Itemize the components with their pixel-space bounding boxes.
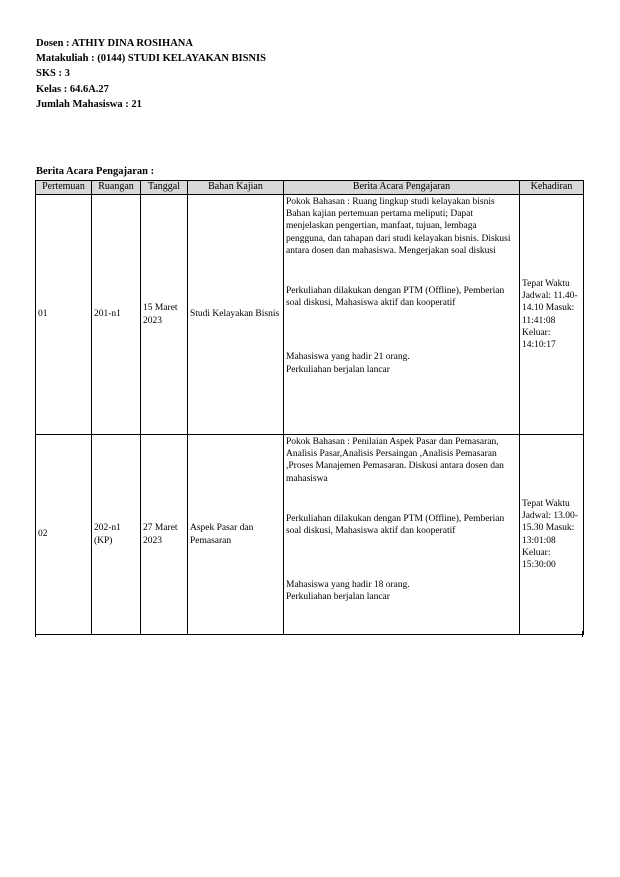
cell-ruangan: 202-n1 (KP): [92, 435, 141, 635]
cell-berita-acara: [284, 435, 520, 635]
bap-kelancaran: Perkuliahan berjalan lancar: [286, 364, 390, 375]
col-header-tanggal: Tanggal: [141, 181, 188, 195]
table-header-row: [36, 181, 584, 195]
bap-bahan-kajian: Bahan kajian pertemuan pertama meliputi; Dapat menjelaskan pengertian, manfaat, tujuan, lembaga pengguna, dan tahapan dari studi kelayakan bisnis. Diskusi antara dosen dan mahasiswa. Mengerjakan soal diskusi: [286, 209, 511, 256]
cell-bahan-kajian: Aspek Pasar dan Pemasaran: [188, 435, 284, 635]
section-title: Berita Acara Pengajaran :: [36, 166, 155, 177]
col-header-kehadiran: Kehadiran: [520, 181, 584, 195]
cell-tanggal: 27 Maret 2023: [141, 435, 188, 635]
cell-tanggal: 15 Maret 2023: [141, 195, 188, 435]
bap-perkuliahan: Perkuliahan dilakukan dengan PTM (Offline), Pemberian soal diskusi, Mahasiswa aktif dan kooperatif: [286, 286, 505, 309]
col-header-ruangan: Ruangan: [92, 181, 141, 195]
course-header: [36, 36, 266, 112]
bap-jumlah-hadir: Mahasiswa yang hadir 21 orang.: [286, 352, 410, 363]
table-row: [36, 435, 584, 635]
class-line: Kelas : 64.6A.27: [36, 83, 109, 95]
col-header-bahan-kajian: Bahan Kajian: [188, 181, 284, 195]
credits-line: SKS : 3: [36, 68, 70, 80]
course-line: Matakuliah : (0144) STUDI KELAYAKAN BISNIS: [36, 53, 266, 65]
col-header-berita-acara: Berita Acara Pengajaran: [284, 181, 520, 195]
teaching-record-table: [35, 180, 584, 635]
cell-kehadiran: Tepat Waktu Jadwal: 11.40-14.10 Masuk: 11:41:08 Keluar: 14:10:17: [520, 195, 584, 435]
table-row: [36, 195, 584, 435]
student-count-line: Jumlah Mahasiswa : 21: [36, 98, 142, 110]
lecturer-line: Dosen : ATHIY DINA ROSIHANA: [36, 38, 193, 49]
col-header-pertemuan: Pertemuan: [36, 181, 92, 195]
cell-kehadiran: Tepat Waktu Jadwal: 13.00-15.30 Masuk: 13:01:08 Keluar: 15:30:00: [520, 435, 584, 635]
bap-pokok-bahasan: Pokok Bahasan : Penilaian Aspek Pasar dan Pemasaran, Analisis Pasar,Analisis Persaingan ,Analisis Pemasaran ,Proses Manajemen Pemasaran. Diskusi antara dosen dan mahasiswa: [286, 437, 504, 484]
cell-pertemuan: 01: [36, 195, 92, 435]
cell-bahan-kajian: Studi Kelayakan Bisnis: [188, 195, 284, 435]
table-continuation-lines: [35, 631, 583, 637]
bap-perkuliahan: Perkuliahan dilakukan dengan PTM (Offline), Pemberian soal diskusi, Mahasiswa aktif dan kooperatif: [286, 513, 505, 537]
bap-pokok-bahasan: Pokok Bahasan : Ruang lingkup studi kelayakan bisnis: [286, 197, 495, 207]
bap-kelancaran: Perkuliahan berjalan lancar: [286, 592, 390, 603]
bap-jumlah-hadir: Mahasiswa yang hadir 18 orang.: [286, 580, 410, 591]
cell-berita-acara: [284, 195, 520, 435]
cell-ruangan: 201-n1: [92, 195, 141, 435]
cell-pertemuan: 02: [36, 435, 92, 635]
